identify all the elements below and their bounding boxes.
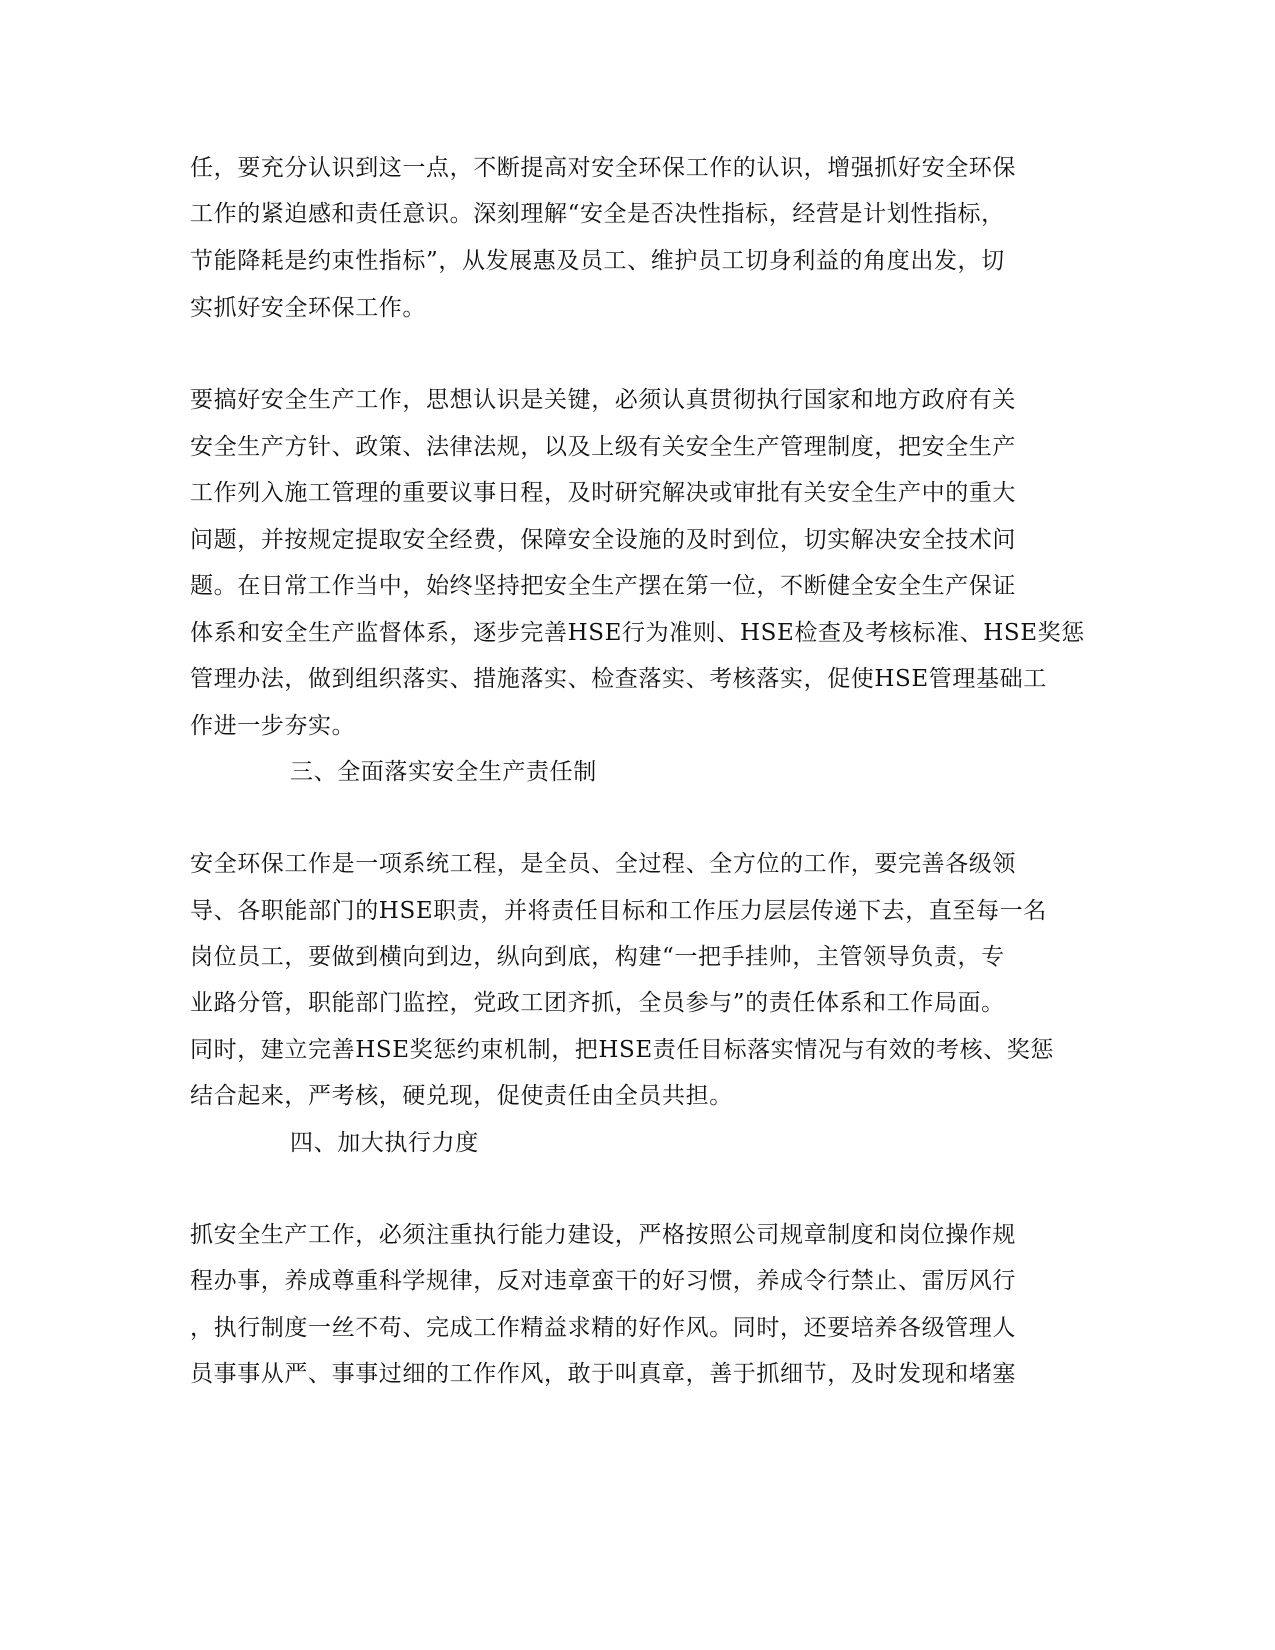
paragraph-line: 岗位员工，要做到横向到边，纵向到底，构建“一把手挂帅，主管领导负责，专 [190, 944, 1005, 970]
section-heading: 四、加大执行力度 [290, 1130, 479, 1156]
paragraph-line: 要搞好安全生产工作，思想认识是关键，必须认真贯彻执行国家和地方政府有关 [190, 387, 1016, 413]
paragraph-line: 管理办法，做到组织落实、措施落实、检查落实、考核落实，促使HSE管理基础工 [190, 666, 1047, 692]
paragraph-line: 员事事从严、事事过细的工作作风，敢于叫真章，善于抓细节，及时发现和堵塞 [190, 1361, 1016, 1387]
paragraph-line: 程办事，养成尊重科学规律，反对违章蛮干的好习惯，养成令行禁止、雷厉风行 [190, 1268, 1016, 1294]
paragraph-line: 抓安全生产工作，必须注重执行能力建设，严格按照公司规章制度和岗位操作规 [190, 1222, 1016, 1248]
paragraph-line: 同时，建立完善HSE奖惩约束机制，把HSE责任目标落实情况与有效的考核、奖惩 [190, 1037, 1055, 1063]
paragraph-line: 安全环保工作是一项系统工程，是全员、全过程、全方位的工作，要完善各级领 [190, 851, 1016, 877]
paragraph-line: 问题，并按规定提取安全经费，保障安全设施的及时到位，切实解决安全技术问 [190, 527, 1016, 553]
paragraph-line: 导、各职能部门的HSE职责，并将责任目标和工作压力层层传递下去，直至每一名 [190, 898, 1047, 924]
section-heading: 三、全面落实安全生产责任制 [290, 759, 597, 785]
paragraph-line: 题。在日常工作当中，始终坚持把安全生产摆在第一位，不断健全安全生产保证 [190, 573, 1016, 599]
paragraph-line: 业路分管，职能部门监控，党政工团齐抓，全员参与”的责任体系和工作局面。 [190, 990, 1005, 1016]
paragraph-line: 结合起来，严考核，硬兑现，促使责任由全员共担。 [190, 1083, 733, 1109]
paragraph-line: ，执行制度一丝不苟、完成工作精益求精的好作风。同时，还要培养各级管理人 [190, 1315, 1016, 1341]
paragraph-line: 节能降耗是约束性指标”，从发展惠及员工、维护员工切身利益的角度出发，切 [190, 248, 1005, 274]
paragraph-line: 安全生产方针、政策、法律法规，以及上级有关安全生产管理制度，把安全生产 [190, 434, 1016, 460]
paragraph-line: 实抓好安全环保工作。 [190, 295, 426, 321]
paragraph-line: 任，要充分认识到这一点，不断提高对安全环保工作的认识，增强抓好安全环保 [190, 155, 1016, 181]
paragraph-line: 工作列入施工管理的重要议事日程，及时研究解决或审批有关安全生产中的重大 [190, 480, 1016, 506]
paragraph-line: 体系和安全生产监督体系，逐步完善HSE行为准则、HSE检查及考核标准、HSE奖惩 [190, 620, 1085, 646]
paragraph-line: 工作的紧迫感和责任意识。深刻理解“安全是否决性指标，经营是计划性指标， [190, 201, 1005, 227]
paragraph-line: 作进一步夯实。 [190, 713, 356, 739]
